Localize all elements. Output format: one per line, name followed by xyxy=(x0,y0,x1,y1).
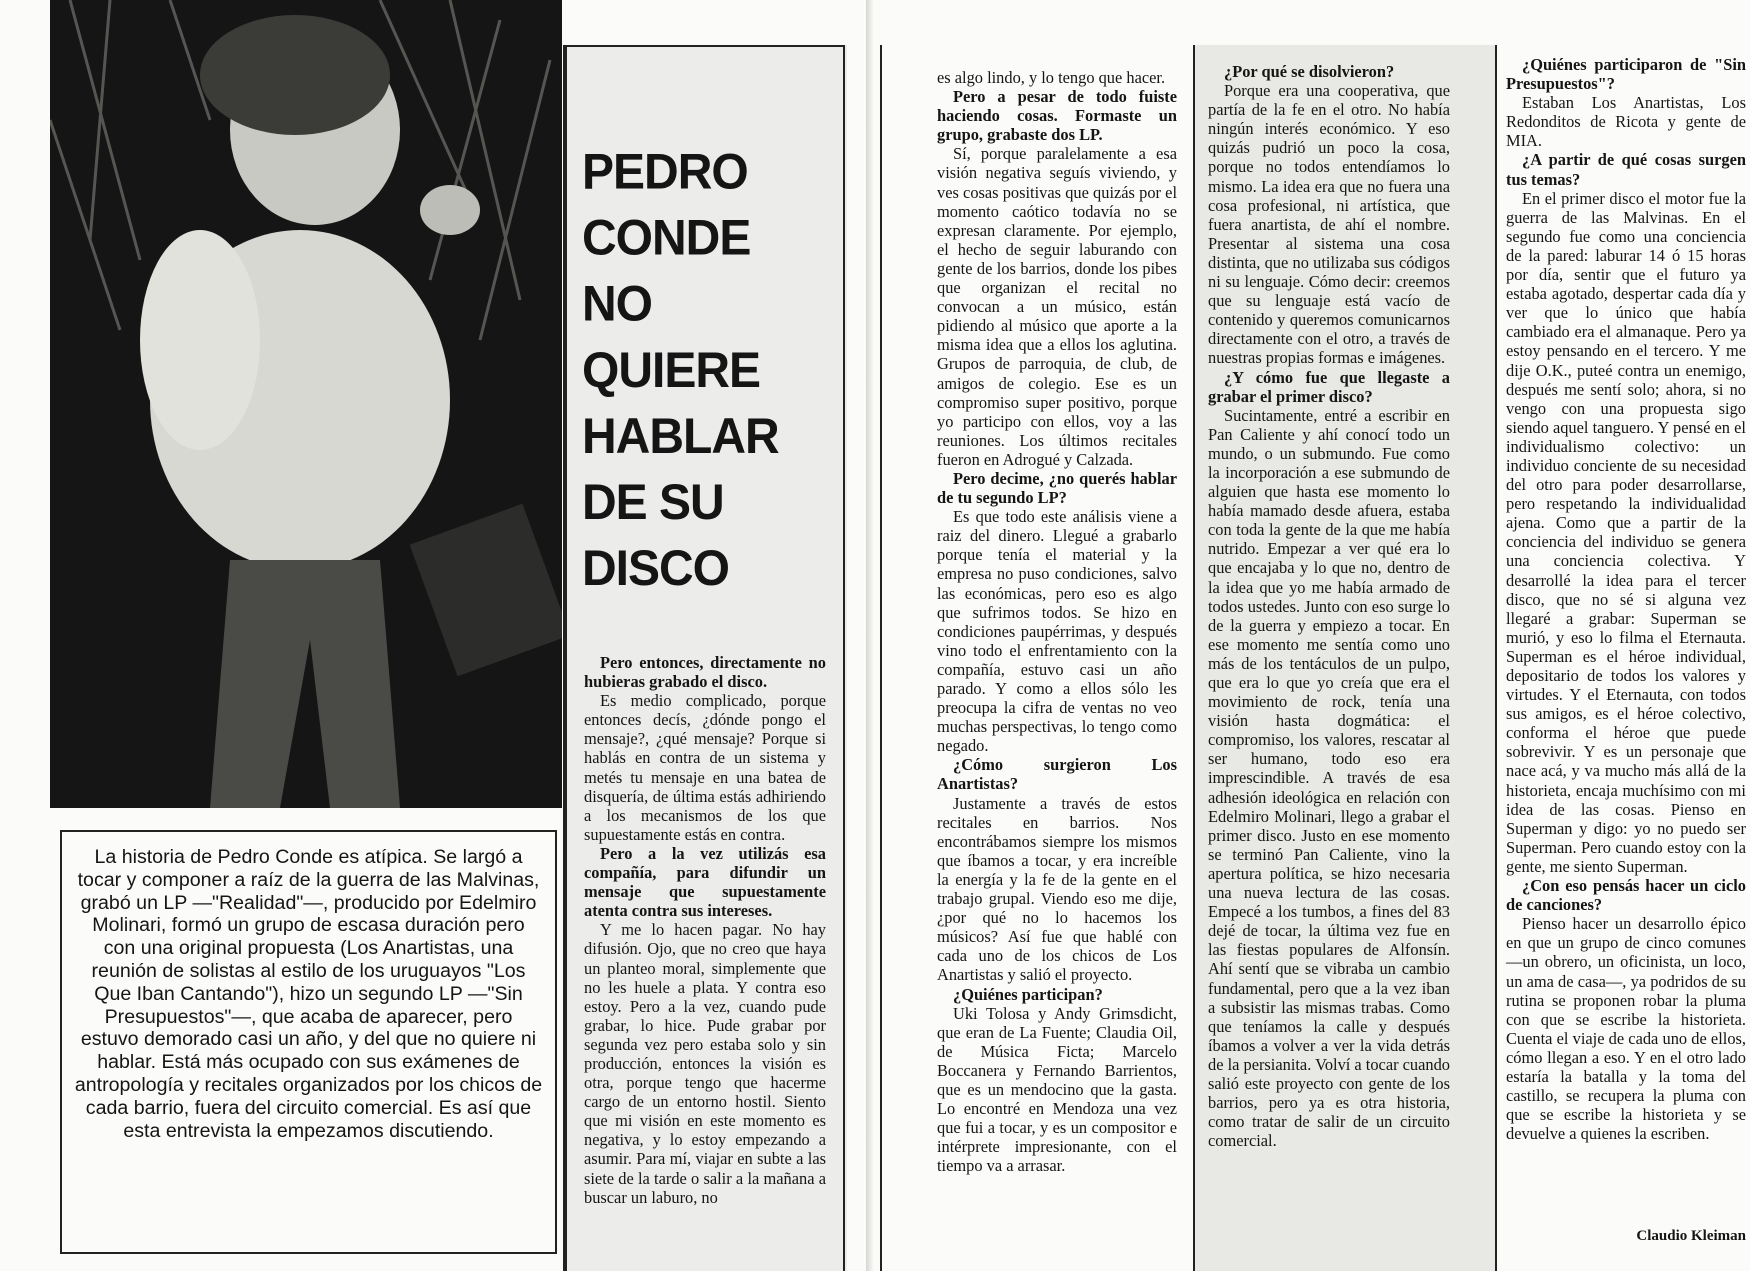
question: ¿Y cómo fue que llegaste a grabar el primer disco? xyxy=(1208,367,1450,406)
top-rule xyxy=(565,45,845,47)
answer: En el primer disco el motor fue la guerra de las Malvinas. En el segundo fue como una conciencia de la pared: laburar 14 ó 15 horas por día, sentir que el futuro ya estaba agotado, despertar cada día y ver que lo único que había cambiado era el almanaque. Pero ya estoy pensando en el tercero. Y me dije O.K., puteé contra un enemigo, después me sentí solo; ahora, si no vengo con una propuesta sigo siendo aquel tanguero. Y pensé en el individualismo colectivo: un individuo conciente de su necesidad del otro para poder desarrollarse, pero respetando la individualidad ajena. Como que a partir de la conciencia del individuo se genera una conciencia colectiva. Y desarrollé la idea para el tercer disco, que no sé si alguna vez llegaré a grabar: Superman se murió, y eso lo filma el Eternauta. Superman es el héroe individual, depositario de todos los valores y virtudes. Y el Eternauta, con todos sus amigos, es el héroe colectivo, conforma el héroe que puede sobrevivir. Y es un personaje que nace acá, y va mucho más allá de la historieta, encaja muchísimo con mi idea de las cosas. Pienso en Superman y digo: yo no puedo ser Superman. Pero cuando estoy con la gente, me siento Superman. xyxy=(1506,188,1746,876)
answer: Justamente a través de estos recitales en barrios. Nos encontrábamos siempre los mismos que íbamos a tocar, y era increíble la energía y la fe de la gente en el trabajo grupal. Viendo eso me dije, ¿por qué no lo hacemos los músicos? Así fue que hablé con cada uno de los chicos de Los Anartistas y salió el proyecto. xyxy=(937,793,1177,985)
byline: Claudio Kleiman xyxy=(1636,1228,1746,1244)
question: ¿Quiénes participaron de "Sin Presupuestos"? xyxy=(1506,55,1746,94)
column-divider xyxy=(843,45,845,1271)
question: Pero decime, ¿no querés hablar de tu segundo LP? xyxy=(937,468,1177,508)
question: ¿Quiénes participan? xyxy=(953,984,1103,1004)
answer: Sí, porque paralelamente a esa visión negativa seguís viviendo, y ves cosas positivas que quizás por el momento caótico todavía no se expresan claramente. Por ejemplo, el hecho de seguir laburando con gente de los barrios, donde los pibes que organizan el recital no convocan a un músico, están pidiendo al músico que aporte a la misma idea que a ellos los aglutina. Grupos de parroquia, de club, de amigos de colegio. Ese es un compromiso super positivo, porque yo participo con ellos, voy a las reuniones. Los últimos recitales fueron en Adrogué y Calzada. xyxy=(937,144,1177,469)
answer: Sucintamente, entré a escribir en Pan Caliente y ahí conocí todo un mundo, o un submundo. Fue como la incorporación a ese submundo de alguien que hasta ese momento lo había mamado desde afuera, estaba con toda la gente de la que me había nutrido. Empezar a ver qué era lo que encajaba y lo que no, dentro de la idea que yo me había armado de todos ustedes. Junto con eso surge lo de la guerra y empiezo a tocar. En ese momento me sentía como uno más de los tentáculos de un pulpo, que era lo que yo creía que era el movimiento de rock, tenía una visión hasta dogmática: el compromiso, los valores, rescatar al ser humano, todo eso era imprescindible. A través de esa adhesión ideológica en relación con Edelmiro Molinari, llego a grabar el primer disco. Justo en ese momento se terminó Pan Caliente, vino la apertura política, se hizo necesaria una nueva lectura de las cosas. Empecé a los tumbos, a fines del 83 dejé de tocar, la última vez fue en las fiestas populares de Alfonsín. Ahí sentí que se vibraba un cambio fundamental, pero que a la vez iban a subsistir las mismas trabas. Como que teníamos la calle y después íbamos a volver a ver la vida detrás de la persianita. Volví a tocar cuando salió este proyecto con gente de los barrios, pero ya es otra historia, como tratar de salir de un circuito comercial. xyxy=(1208,405,1450,1151)
headline-line: PEDRO xyxy=(582,144,748,200)
headline-line: NO xyxy=(582,276,652,333)
question: ¿Cómo surgieron Los Anartistas? xyxy=(937,755,1177,794)
column-4 xyxy=(1506,55,1746,1143)
answer: Estaban Los Anartistas, Los Redonditos de Ricota y gente de MIA. xyxy=(1506,93,1746,151)
question: Pero a pesar de todo fuiste haciendo cosas. Formaste un grupo, grabaste dos LP. xyxy=(937,87,1177,145)
headline-line: DISCO xyxy=(582,541,730,597)
column-divider xyxy=(880,45,882,1271)
question: ¿Por qué se disolvieron? xyxy=(1224,62,1395,81)
page-gutter xyxy=(866,0,874,1271)
answer: Es medio complicado, porque entonces decís, ¿dónde pongo el mensaje?, ¿qué mensaje? Porque si hablás en contra de un sistema y metés tu mensaje en una batea de disquería, de última estás adhiriendo a los mecanismos de los que supuestamente estás en contra. xyxy=(584,691,826,844)
headline-line: QUIERE xyxy=(582,342,761,399)
column-divider xyxy=(563,45,565,1271)
question: ¿A partir de qué cosas surgen tus temas? xyxy=(1506,150,1746,189)
intro-box xyxy=(60,830,557,1254)
photo-illustration xyxy=(50,0,562,808)
column-2 xyxy=(937,68,1177,1175)
answer: Porque era una cooperativa, que partía de la fe en el otro. No había ningún interés económico. Y eso quizás pudrió un poco la cosa, porque no todos entendíamos lo mismo. La idea era que no fuera una cosa profesional, ni artística, que fuera anartista, de ahí el nombre. Presentar al sistema una cosa distinta, que no utilizaba sus códigos ni su lenguaje. Cómo decir: creemos que su lenguaje está vacío de contenido y queremos comunicarnos directamente con el otro, a través de nuestras propias formas e imágenes. xyxy=(1208,81,1450,368)
intro-text: La historia de Pedro Conde es atípica. Se largó a tocar y componer a raíz de la guerra de las Malvinas, grabó un LP —"Realidad"—, producido por Edelmiro Molinari, formó un grupo de escasa duración pero con una original propuesta (Los Anartistas, una reunión de solistas al estilo de los uruguayos "Los Que Iban Cantando"), hizo un segundo LP —"Sin Presupuestos"—, que acaba de aparecer, pero estuvo demorado casi un año, y del que no quiere ni hablar. Está más ocupado con sus exámenes de antropología y recitales organizados por los chicos de cada barrio, fuera del circuito comercial. Es así que esta entrevista la empezamos discutiendo. xyxy=(74,846,543,1142)
answer: Pienso hacer un desarrollo épico en que un grupo de cinco comunes —un obrero, un oficinista, un loco, un ama de casa—, ya podridos de su rutina se proponen robar la pluma con que se escribe la historieta. Cuenta el viaje de cada uno de ellos, cómo llegan a eso. Y en el otro lado estaría la batalla y la toma del castillo, se recupera la pluma con que se escribe la historieta y se devuelve a quienes la escriben. xyxy=(1506,914,1746,1144)
headline-line: DE SU xyxy=(582,474,724,531)
question: ¿Con eso pensás hacer un ciclo de canciones? xyxy=(1506,876,1746,915)
question: Pero a la vez utilizás esa compañía, para difundir un mensaje que supuestamente atenta contra sus intereses. xyxy=(584,843,826,921)
photo-pedro-conde xyxy=(50,0,562,808)
column-divider xyxy=(1495,45,1497,1271)
column-1 xyxy=(584,653,826,1207)
column-3 xyxy=(1208,62,1450,1150)
answer: Y me lo hacen pagar. No hay difusión. Ojo, que no creo que haya un planteo moral, simplemente que no les huele a plata. Y contra eso estoy. Pero a la vez, cuando pude grabar, lo hice. Pude grabar por segunda vez pero estaba solo y sin producción, entonces la visión es otra, porque tengo que hacerme cargo de un entorno hostil. Siento que mi visión en este momento es negativa, y lo estoy empezando a asumir. Para mí, viajar en subte a las siete de la tarde o salir a la mañana a buscar un laburo, no xyxy=(584,920,826,1207)
headline-line: HABLAR xyxy=(582,408,779,465)
headline-line: CONDE xyxy=(582,210,751,267)
question: Pero entonces, directamente no hubieras grabado el disco. xyxy=(584,653,826,692)
headline xyxy=(582,139,832,602)
answer: Uki Tolosa y Andy Grimsdicht, que eran de La Fuente; Claudia Oil, de Música Ficta; Marcelo Boccanera y Fernando Barrientos, que es un mendocino que la gasta. Lo encontré en Mendoza una vez que fui a tocar, y es un compositor e intérprete impresionante, con el tiempo va a arrasar. xyxy=(937,1003,1177,1176)
answer: es algo lindo, y lo tengo que hacer. xyxy=(937,68,1166,87)
answer: Es que todo este análisis viene a raiz del dinero. Llegué a grabarlo porque tenía el material y la empresa no puso condiciones, salvo las económicas, pero eso es algo que sufrimos todos. Se hizo en condiciones paupérrimas, y después vino todo el enfrentamiento con la compañía, estuvo casi un año parado. Y como a ellos sólo les preocupa la cifra de ventas no veo muchas perspectivas, lo tengo como negado. xyxy=(937,507,1177,756)
